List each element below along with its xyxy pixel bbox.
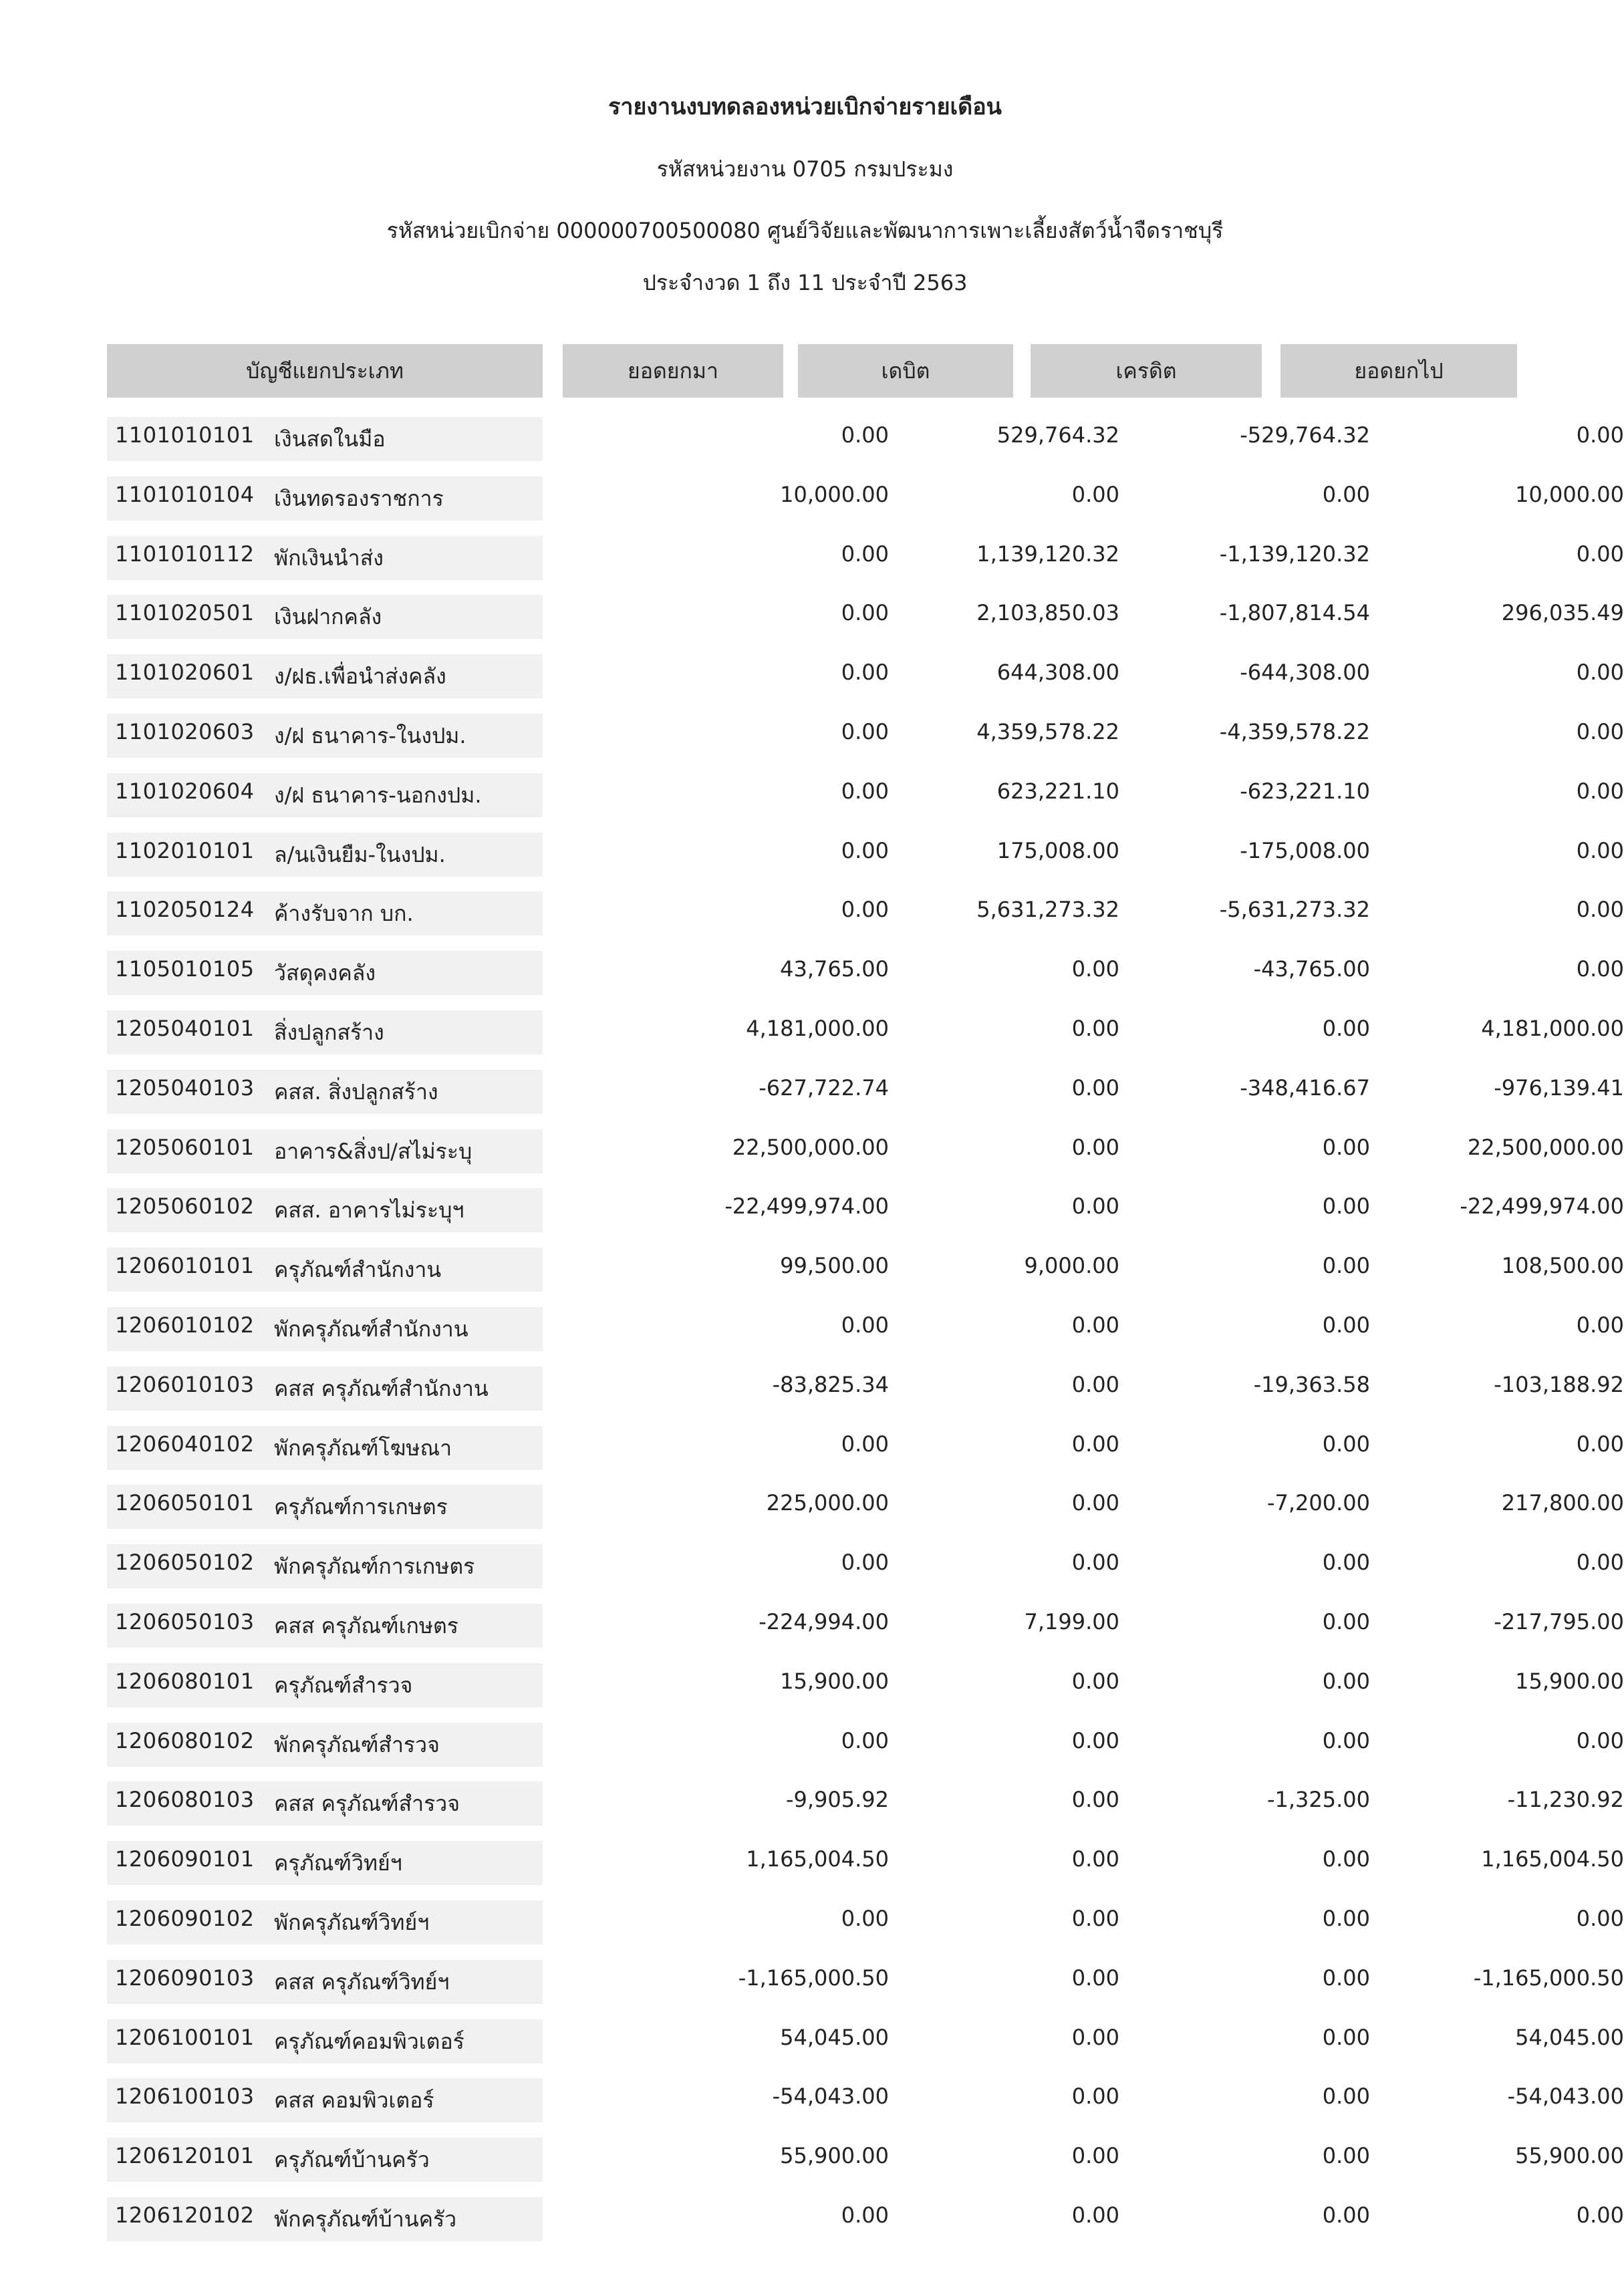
carried-forward-value: 0.00: [1576, 1312, 1624, 1338]
account-code: 1206010101: [115, 1253, 255, 1279]
credit-value: 0.00: [1322, 1550, 1370, 1576]
debit-value: 2,103,850.03: [976, 600, 1119, 626]
table-row: [107, 1477, 1624, 1536]
debit-value: 0.00: [1071, 1668, 1119, 1694]
brought-forward-value: 0.00: [841, 1550, 889, 1576]
credit-value: 0.00: [1322, 2084, 1370, 2110]
debit-value: 0.00: [1071, 1905, 1119, 1931]
carried-forward-value: -103,188.92: [1494, 1371, 1624, 1397]
carried-forward-value: -1,165,000.50: [1473, 1965, 1624, 1991]
credit-value: -43,765.00: [1253, 956, 1370, 982]
account-name: ง/ฝ ธนาคาร-นอกงปม.: [274, 782, 482, 808]
column-header-debit: เดบิต: [798, 344, 1013, 398]
account-name: คสส คอมพิวเตอร์: [274, 2088, 434, 2114]
table-row: [107, 2189, 1624, 2249]
debit-value: 0.00: [1071, 1431, 1119, 1457]
account-code: 1206100103: [115, 2084, 255, 2110]
account-code: 1205060102: [115, 1193, 255, 1219]
debit-value: 0.00: [1071, 1490, 1119, 1516]
carried-forward-value: 1,165,004.50: [1481, 1846, 1624, 1872]
carried-forward-value: -11,230.92: [1507, 1787, 1624, 1813]
carried-forward-value: -54,043.00: [1507, 2084, 1624, 2110]
account-code: 1101010101: [115, 422, 255, 448]
account-name: เงินฝากคลัง: [274, 604, 382, 630]
table-row: [107, 1833, 1624, 1892]
credit-value: 0.00: [1322, 1668, 1370, 1694]
account-name: พักครุภัณฑ์บ้านครัว: [274, 2206, 457, 2232]
account-name: คสส ครุภัณฑ์สำนักงาน: [274, 1375, 489, 1401]
account-name: ครุภัณฑ์คอมพิวเตอร์: [274, 2028, 464, 2054]
account-name: พักครุภัณฑ์สำนักงาน: [274, 1316, 468, 1342]
column-header-account: บัญชีแยกประเภท: [107, 344, 543, 398]
credit-value: 0.00: [1322, 2143, 1370, 2169]
column-header-brought-forward: ยอดยกมา: [563, 344, 783, 398]
account-code: 1206090103: [115, 1965, 255, 1991]
brought-forward-value: 0.00: [841, 660, 889, 686]
account-code: 1206010103: [115, 1371, 255, 1397]
debit-value: 0.00: [1071, 2084, 1119, 2110]
table-row: [107, 587, 1624, 646]
account-code: 1101010112: [115, 541, 255, 567]
table-row: [107, 2130, 1624, 2189]
debit-value: 0.00: [1071, 1371, 1119, 1397]
table-row: [107, 646, 1624, 706]
debit-value: 0.00: [1071, 1727, 1119, 1753]
credit-value: -7,200.00: [1266, 1490, 1370, 1516]
credit-value: 0.00: [1322, 1015, 1370, 1041]
debit-value: 0.00: [1071, 1550, 1119, 1576]
account-code: 1205060101: [115, 1134, 255, 1160]
brought-forward-value: 0.00: [841, 718, 889, 744]
carried-forward-value: 0.00: [1576, 2202, 1624, 2228]
debit-value: 175,008.00: [996, 837, 1119, 863]
brought-forward-value: 0.00: [841, 1431, 889, 1457]
account-name: ครุภัณฑ์สำรวจ: [274, 1672, 413, 1698]
brought-forward-value: 0.00: [841, 2202, 889, 2228]
brought-forward-value: -22,499,974.00: [724, 1193, 889, 1219]
table-row: [107, 409, 1624, 468]
credit-value: -644,308.00: [1240, 660, 1370, 686]
account-code: 1206050102: [115, 1550, 255, 1576]
credit-value: -5,631,273.32: [1219, 897, 1370, 923]
brought-forward-value: 225,000.00: [766, 1490, 889, 1516]
table-row: [107, 1240, 1624, 1299]
carried-forward-value: 0.00: [1576, 837, 1624, 863]
account-code: 1206090102: [115, 1905, 255, 1931]
carried-forward-value: 22,500,000.00: [1467, 1134, 1624, 1160]
credit-value: 0.00: [1322, 1846, 1370, 1872]
brought-forward-value: 0.00: [841, 600, 889, 626]
trial-balance-table: [107, 409, 1624, 2249]
account-code: 1206120101: [115, 2143, 255, 2169]
brought-forward-value: 10,000.00: [780, 481, 889, 507]
account-code: 1206080101: [115, 1668, 255, 1694]
account-name: ล/นเงินยืม-ในงปม.: [274, 841, 446, 867]
account-name: วัสดุคงคลัง: [274, 960, 376, 986]
account-name: เงินทดรองราชการ: [274, 485, 444, 511]
table-row: [107, 2070, 1624, 2130]
carried-forward-value: 0.00: [1576, 1905, 1624, 1931]
carried-forward-value: 217,800.00: [1501, 1490, 1624, 1516]
account-name: เงินสดในมือ: [274, 426, 386, 452]
table-row: [107, 1536, 1624, 1596]
column-header-credit: เครดิต: [1031, 344, 1262, 398]
table-row: [107, 1180, 1624, 1240]
brought-forward-value: 0.00: [841, 422, 889, 448]
debit-value: 0.00: [1071, 1312, 1119, 1338]
account-name: พักครุภัณฑ์สำรวจ: [274, 1731, 440, 1757]
carried-forward-value: 0.00: [1576, 778, 1624, 804]
period-line: ประจำงวด 1 ถึง 11 ประจำปี 2563: [642, 270, 968, 295]
account-name: พักเงินนำส่ง: [274, 545, 384, 571]
carried-forward-value: 0.00: [1576, 956, 1624, 982]
carried-forward-value: 296,035.49: [1501, 600, 1624, 626]
credit-value: -623,221.10: [1240, 778, 1370, 804]
table-row: [107, 1596, 1624, 1655]
account-name: ครุภัณฑ์การเกษตร: [274, 1494, 448, 1520]
account-name: พักครุภัณฑ์การเกษตร: [274, 1554, 475, 1580]
account-name: คสส. สิ่งปลูกสร้าง: [274, 1079, 438, 1105]
table-row: [107, 825, 1624, 884]
carried-forward-value: 0.00: [1576, 660, 1624, 686]
debit-value: 529,764.32: [996, 422, 1119, 448]
brought-forward-value: -83,825.34: [772, 1371, 889, 1397]
table-row: [107, 1773, 1624, 1833]
account-code: 1102010101: [115, 837, 255, 863]
debit-value: 0.00: [1071, 481, 1119, 507]
brought-forward-value: 4,181,000.00: [746, 1015, 889, 1041]
brought-forward-value: 1,165,004.50: [746, 1846, 889, 1872]
account-name: สิ่งปลูกสร้าง: [274, 1019, 384, 1045]
debit-value: 0.00: [1071, 2143, 1119, 2169]
account-name: พักครุภัณฑ์วิทย์ฯ: [274, 1909, 430, 1935]
credit-value: 0.00: [1322, 2024, 1370, 2050]
carried-forward-value: 0.00: [1576, 718, 1624, 744]
report-title: รายงานงบทดลองหน่วยเบิกจ่ายรายเดือน: [608, 94, 1002, 120]
table-row: [107, 1715, 1624, 1774]
account-name: อาคาร&สิ่งป/สไม่ระบุ: [274, 1138, 472, 1164]
brought-forward-value: 0.00: [841, 1905, 889, 1931]
debit-value: 0.00: [1071, 956, 1119, 982]
credit-value: -19,363.58: [1253, 1371, 1370, 1397]
table-row: [107, 1358, 1624, 1418]
account-name: คสส. อาคารไม่ระบุฯ: [274, 1197, 464, 1224]
account-code: 1101020501: [115, 600, 255, 626]
carried-forward-value: 0.00: [1576, 1550, 1624, 1576]
account-name: คสส ครุภัณฑ์เกษตร: [274, 1612, 458, 1638]
carried-forward-value: 55,900.00: [1515, 2143, 1624, 2169]
brought-forward-value: 15,900.00: [780, 1668, 889, 1694]
account-name: คสส ครุภัณฑ์สำรวจ: [274, 1791, 460, 1817]
brought-forward-value: -9,905.92: [785, 1787, 889, 1813]
brought-forward-value: -1,165,000.50: [738, 1965, 889, 1991]
debit-value: 0.00: [1071, 1074, 1119, 1101]
account-name: ครุภัณฑ์วิทย์ฯ: [274, 1850, 402, 1876]
brought-forward-value: -224,994.00: [759, 1608, 889, 1634]
table-row: [107, 1299, 1624, 1358]
account-code: 1205040103: [115, 1074, 255, 1101]
debit-value: 4,359,578.22: [976, 718, 1119, 744]
brought-forward-value: 54,045.00: [780, 2024, 889, 2050]
credit-value: -175,008.00: [1240, 837, 1370, 863]
account-name: พักครุภัณฑ์โฆษณา: [274, 1435, 452, 1461]
brought-forward-value: 0.00: [841, 1727, 889, 1753]
credit-value: 0.00: [1322, 1193, 1370, 1219]
account-name: คสส ครุภัณฑ์วิทย์ฯ: [274, 1969, 450, 1995]
table-row: [107, 943, 1624, 1002]
carried-forward-value: 10,000.00: [1515, 481, 1624, 507]
account-code: 1206080102: [115, 1727, 255, 1753]
account-code: 1206050101: [115, 1490, 255, 1516]
carried-forward-value: 0.00: [1576, 897, 1624, 923]
credit-value: -1,807,814.54: [1219, 600, 1370, 626]
brought-forward-value: 0.00: [841, 837, 889, 863]
account-code: 1101010104: [115, 481, 255, 507]
account-code: 1206010102: [115, 1312, 255, 1338]
table-row: [107, 1121, 1624, 1181]
credit-value: -529,764.32: [1240, 422, 1370, 448]
debit-value: 9,000.00: [1024, 1253, 1119, 1279]
carried-forward-value: 15,900.00: [1515, 1668, 1624, 1694]
debit-value: 0.00: [1071, 1787, 1119, 1813]
brought-forward-value: -627,722.74: [759, 1074, 889, 1101]
brought-forward-value: 0.00: [841, 1312, 889, 1338]
credit-value: -1,325.00: [1266, 1787, 1370, 1813]
table-row: [107, 1418, 1624, 1477]
credit-value: 0.00: [1322, 2202, 1370, 2228]
account-code: 1206040102: [115, 1431, 255, 1457]
carried-forward-value: 0.00: [1576, 1431, 1624, 1457]
account-code: 1206100101: [115, 2024, 255, 2050]
carried-forward-value: 108,500.00: [1501, 1253, 1624, 1279]
agency-line: รหัสหน่วยงาน 0705 กรมประมง: [656, 156, 954, 182]
account-name: ง/ฝ ธนาคาร-ในงปม.: [274, 722, 466, 748]
account-code: 1101020601: [115, 660, 255, 686]
credit-value: -348,416.67: [1240, 1074, 1370, 1101]
credit-value: 0.00: [1322, 1608, 1370, 1634]
account-code: 1205040101: [115, 1015, 255, 1041]
carried-forward-value: 0.00: [1576, 422, 1624, 448]
carried-forward-value: -976,139.41: [1494, 1074, 1624, 1101]
account-code: 1206080103: [115, 1787, 255, 1813]
table-row: [107, 1062, 1624, 1121]
account-code: 1102050124: [115, 897, 255, 923]
debit-value: 7,199.00: [1024, 1608, 1119, 1634]
brought-forward-value: 0.00: [841, 541, 889, 567]
brought-forward-value: 43,765.00: [780, 956, 889, 982]
account-name: ครุภัณฑ์สำนักงาน: [274, 1257, 442, 1283]
account-code: 1206050103: [115, 1608, 255, 1634]
credit-value: -1,139,120.32: [1219, 541, 1370, 567]
table-row: [107, 1002, 1624, 1062]
account-code: 1206120102: [115, 2202, 255, 2228]
column-header-carried-forward: ยอดยกไป: [1280, 344, 1517, 398]
account-code: 1101020604: [115, 778, 255, 804]
account-code: 1105010105: [115, 956, 255, 982]
credit-value: 0.00: [1322, 1905, 1370, 1931]
carried-forward-value: 0.00: [1576, 541, 1624, 567]
credit-value: 0.00: [1322, 481, 1370, 507]
table-row: [107, 1655, 1624, 1715]
debit-value: 0.00: [1071, 1015, 1119, 1041]
credit-value: 0.00: [1322, 1253, 1370, 1279]
carried-forward-value: -217,795.00: [1494, 1608, 1624, 1634]
brought-forward-value: 0.00: [841, 778, 889, 804]
account-name: ครุภัณฑ์บ้านครัว: [274, 2147, 430, 2173]
debit-value: 0.00: [1071, 1965, 1119, 1991]
debit-value: 623,221.10: [996, 778, 1119, 804]
debit-value: 0.00: [1071, 2202, 1119, 2228]
debit-value: 0.00: [1071, 1846, 1119, 1872]
credit-value: 0.00: [1322, 1965, 1370, 1991]
brought-forward-value: 55,900.00: [780, 2143, 889, 2169]
credit-value: 0.00: [1322, 1431, 1370, 1457]
account-code: 1206090101: [115, 1846, 255, 1872]
table-row: [107, 883, 1624, 943]
brought-forward-value: 99,500.00: [780, 1253, 889, 1279]
credit-value: 0.00: [1322, 1134, 1370, 1160]
debit-value: 5,631,273.32: [976, 897, 1119, 923]
debit-value: 0.00: [1071, 1193, 1119, 1219]
carried-forward-value: 0.00: [1576, 1727, 1624, 1753]
brought-forward-value: 0.00: [841, 897, 889, 923]
debit-value: 644,308.00: [996, 660, 1119, 686]
debit-value: 0.00: [1071, 2024, 1119, 2050]
account-code: 1101020603: [115, 718, 255, 744]
disbursement-unit-line: รหัสหน่วยเบิกจ่าย 000000700500080 ศูนย์วิจัยและพัฒนาการเพาะเลี้ยงสัตว์น้ำจืดราชบุรี: [386, 218, 1224, 243]
carried-forward-value: -22,499,974.00: [1460, 1193, 1624, 1219]
table-row: [107, 528, 1624, 587]
account-name: ง/ฝธ.เพื่อนำส่งคลัง: [274, 664, 446, 690]
account-name: ค้างรับจาก บก.: [274, 901, 414, 927]
table-row: [107, 2011, 1624, 2071]
debit-value: 1,139,120.32: [976, 541, 1119, 567]
table-row: [107, 765, 1624, 825]
carried-forward-value: 54,045.00: [1515, 2024, 1624, 2050]
brought-forward-value: 22,500,000.00: [732, 1134, 889, 1160]
table-row: [107, 1892, 1624, 1952]
carried-forward-value: 4,181,000.00: [1481, 1015, 1624, 1041]
table-row: [107, 706, 1624, 765]
credit-value: -4,359,578.22: [1219, 718, 1370, 744]
credit-value: 0.00: [1322, 1727, 1370, 1753]
table-row: [107, 468, 1624, 528]
brought-forward-value: -54,043.00: [772, 2084, 889, 2110]
credit-value: 0.00: [1322, 1312, 1370, 1338]
table-row: [107, 1952, 1624, 2011]
debit-value: 0.00: [1071, 1134, 1119, 1160]
